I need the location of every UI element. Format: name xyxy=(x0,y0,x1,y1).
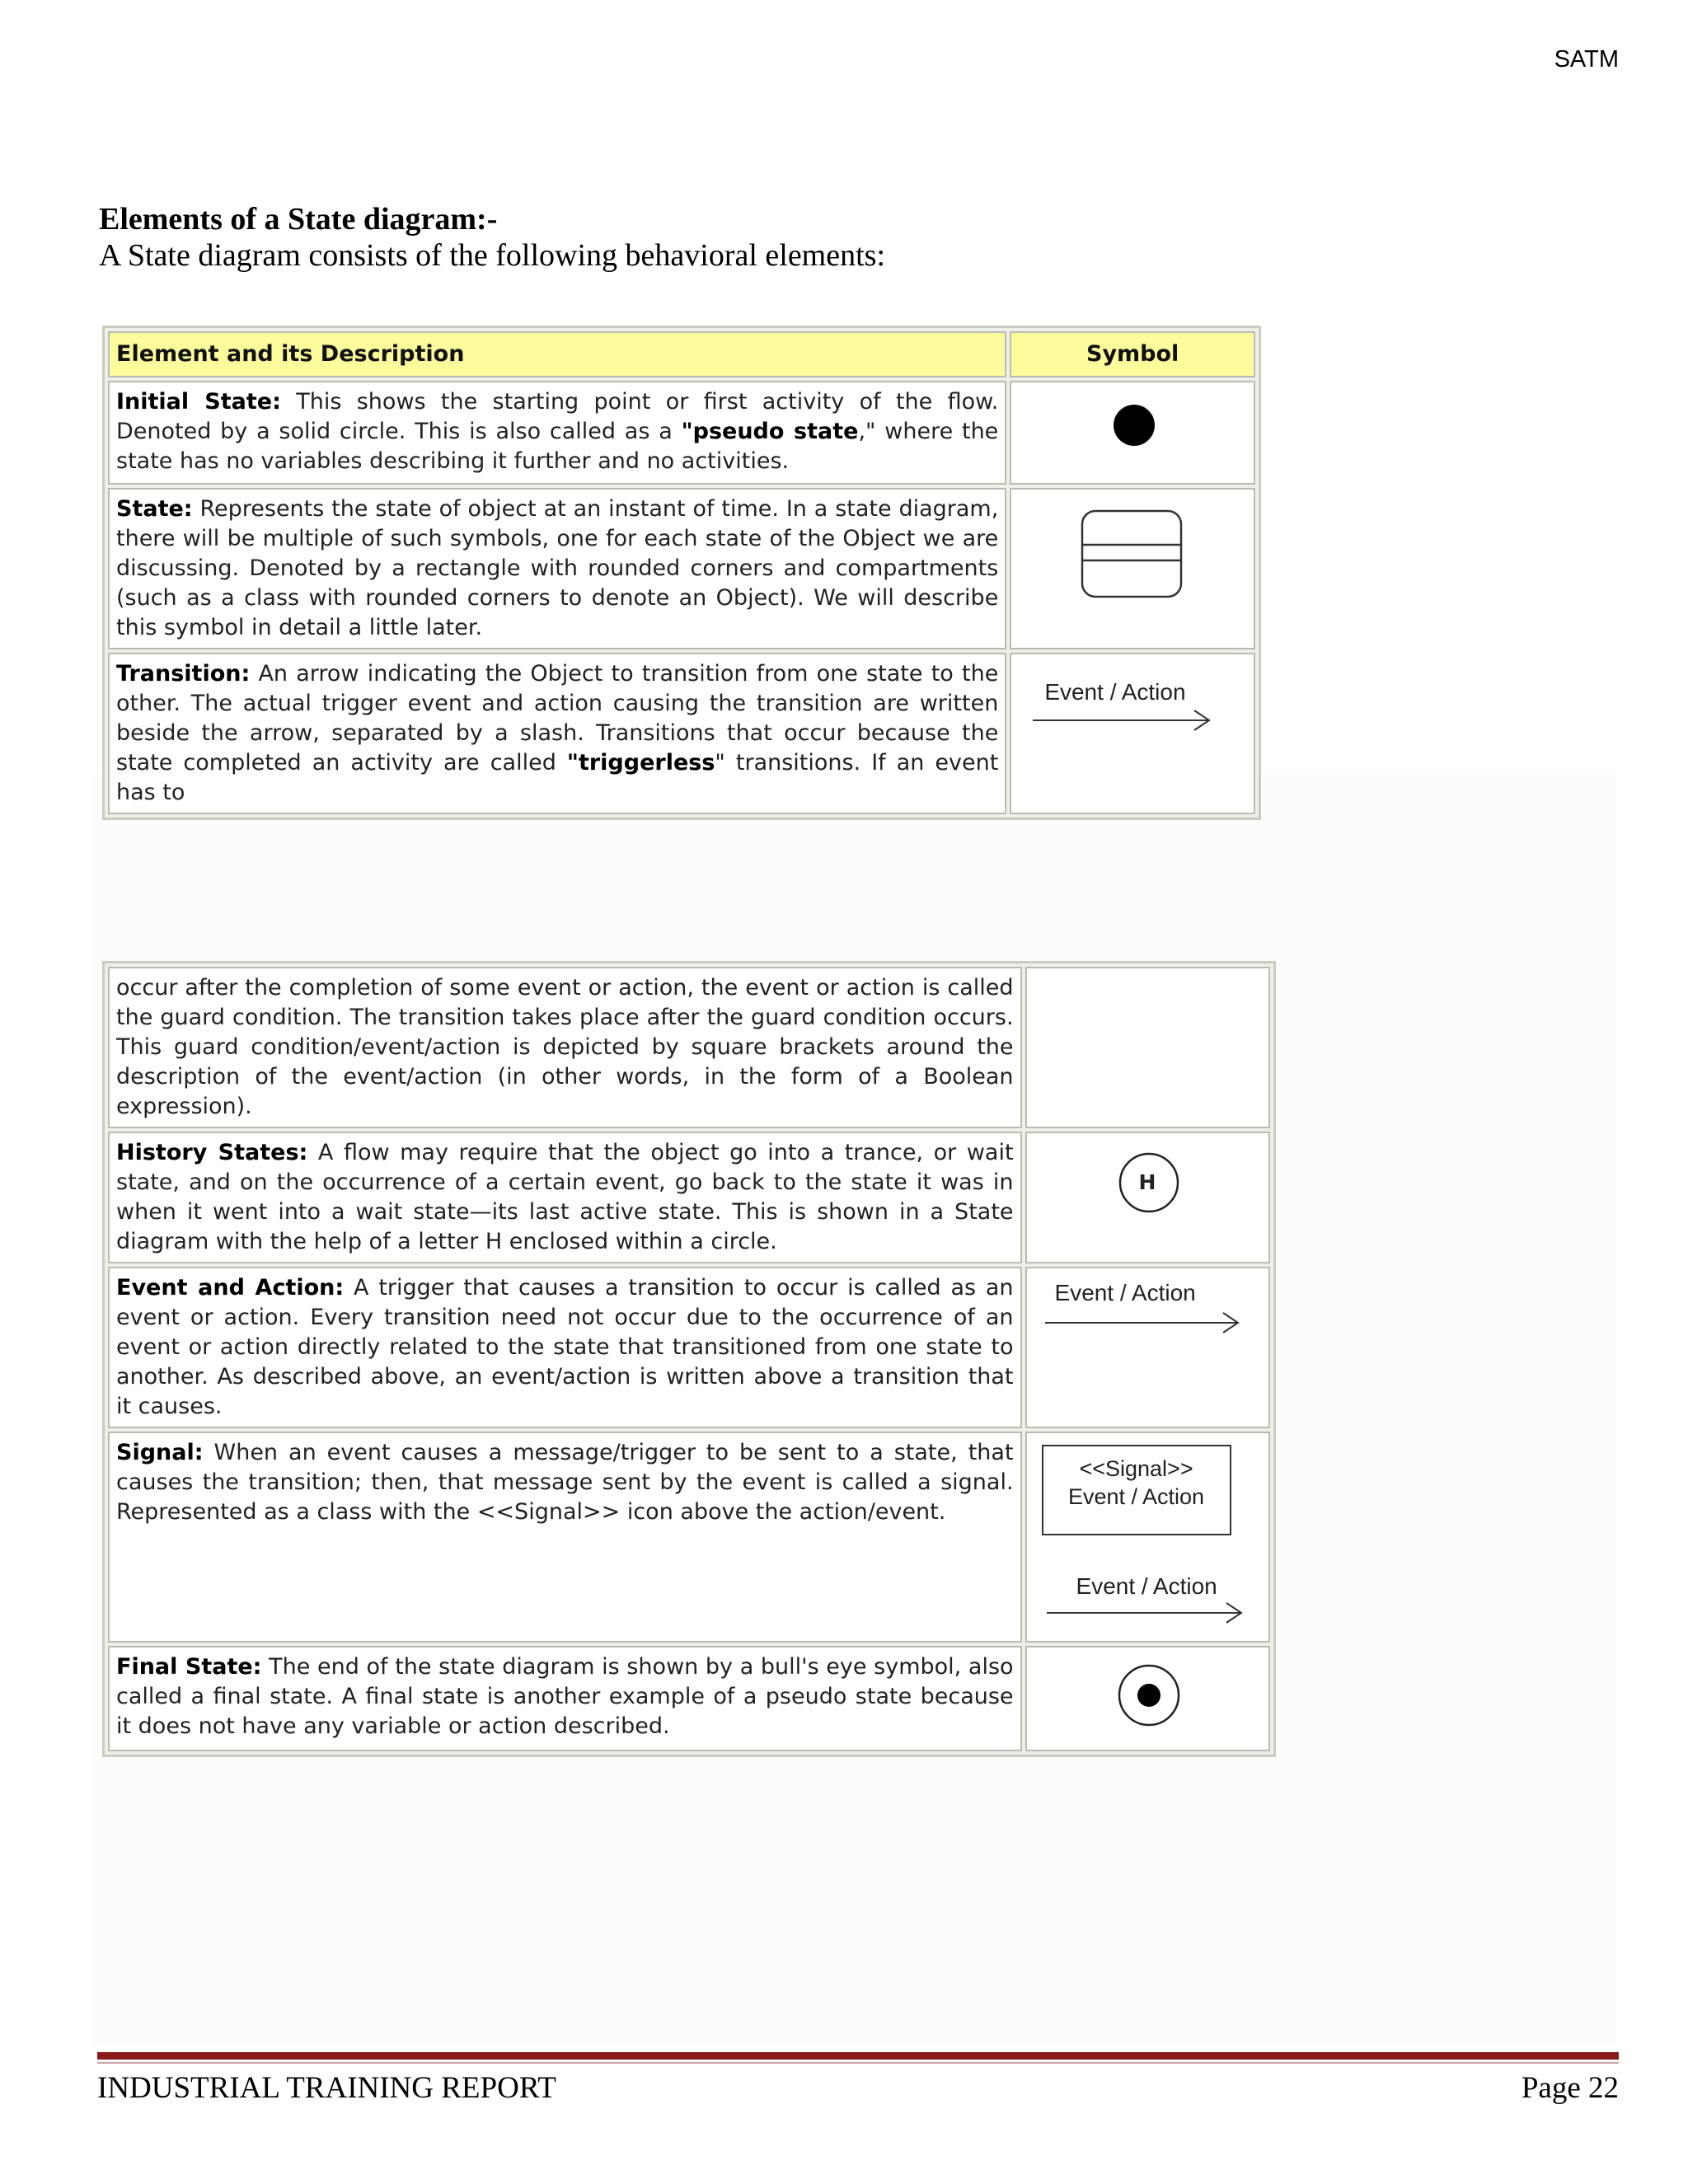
footer-page-number: Page 22 xyxy=(1521,2071,1619,2105)
description-text: An arrow indicating the Object to transition from one state to the other. The actual trigger event and action causing the transition are written beside the arrow, separated by a slash. Transitions that occur because the state completed an activity are called xyxy=(116,661,999,776)
event-action-label: Event / Action xyxy=(1044,679,1186,705)
row-description xyxy=(108,1646,1022,1751)
description-text: When an event causes a message/trigger to be sent to a state, that causes the transition; then, that message sent by the event is called a signal. Represented as a class with the <<Signal>> icon above the action/event. xyxy=(116,1440,1014,1525)
footer-rule xyxy=(97,2052,1619,2060)
bulls-eye-symbol xyxy=(1027,1647,1273,1748)
row-description xyxy=(108,381,1006,485)
header-org: SATM xyxy=(1554,46,1619,73)
footer-rule-thin xyxy=(97,2062,1619,2064)
table-row xyxy=(108,488,1255,649)
row-description xyxy=(108,488,1006,649)
footer-report-title: INDUSTRIAL TRAINING REPORT xyxy=(97,2071,556,2105)
symbol-cell xyxy=(1025,1646,1270,1751)
row-description xyxy=(108,1267,1022,1428)
table-row xyxy=(108,1432,1270,1643)
transition-arrow-symbol xyxy=(1027,1268,1273,1425)
bold-term: "pseudo state xyxy=(681,419,859,444)
event-action-label: Event / Action xyxy=(1054,1280,1196,1305)
column-header-symbol: Symbol xyxy=(1010,331,1255,377)
symbol-cell xyxy=(1010,653,1255,814)
symbol-cell-empty xyxy=(1025,967,1270,1128)
element-name: Transition: xyxy=(116,661,251,687)
element-name: Final State: xyxy=(116,1654,262,1680)
history-circle-symbol xyxy=(1027,1133,1273,1262)
row-description xyxy=(108,653,1006,814)
transition-arrow-symbol xyxy=(1027,1433,1273,1641)
row-description xyxy=(108,1432,1022,1643)
symbol-cell xyxy=(1025,1267,1270,1428)
symbol-cell xyxy=(1010,381,1255,485)
transition-arrow-symbol xyxy=(1011,654,1257,778)
row-description xyxy=(108,1132,1022,1263)
row-description xyxy=(108,967,1022,1128)
element-name: Event and Action: xyxy=(116,1275,345,1301)
description-text: occur after the completion of some event or action, the event or action is called the guard condition. The transition takes place after the guard condition occurs. This guard condition/event/action is depicted by square brackets around the description of the event/action (in other words, in the form of a Boolean expression). xyxy=(116,975,1014,1119)
description-text: A trigger that causes a transition to occur is called as an event or action. Every transition need not occur due to the occurrence of an event or action directly related to the state that transitioned from one state to another. As described above, an event/action is written above a transition that it causes. xyxy=(116,1275,1014,1419)
description-text: Represents the state of object at an instant of time. In a state diagram, there will be multiple of such symbols, one for each state of the Object we are discussing. Denoted by a rectangle with rounded corners and compartments (such as a class with rounded corners to denote an Object). We will describe this symbol in detail a little later. xyxy=(116,496,999,640)
history-letter: H xyxy=(1138,1170,1156,1194)
description-text: A flow may require that the object go into a trance, or wait state, and on the occurrence of a certain event, go back to the state it was in when it went into a wait state—its last active state. This is shown in a State diagram with the help of a letter H enclosed within a circle. xyxy=(116,1140,1014,1254)
state-elements-table-1 xyxy=(102,326,1261,820)
table-row xyxy=(108,653,1255,814)
table-row xyxy=(108,1267,1270,1428)
table-row xyxy=(108,1132,1270,1263)
filled-circle-symbol xyxy=(1011,382,1257,480)
rounded-state-box-symbol xyxy=(1011,490,1257,646)
section-subtitle: A State diagram consists of the following behavioral elements: xyxy=(99,238,886,273)
symbol-cell xyxy=(1010,488,1255,649)
state-elements-table-2 xyxy=(102,961,1276,1757)
symbol-cell xyxy=(1025,1432,1270,1643)
element-name: State: xyxy=(116,496,193,522)
element-name: Signal: xyxy=(116,1440,204,1465)
column-header-description: Element and its Description xyxy=(108,331,1006,377)
table-row xyxy=(108,381,1255,485)
table-row xyxy=(108,1646,1270,1751)
description-text: ," where the state has no variables describing it further and no activities. xyxy=(116,419,999,474)
element-name: Initial State: xyxy=(116,389,281,415)
description-text: This shows the starting point or first activity of the flow. Denoted by a solid circle. This is also called as a xyxy=(116,389,999,444)
table-row xyxy=(108,967,1270,1128)
section-title: Elements of a State diagram:- xyxy=(99,202,498,237)
description-text: " transitions. If an event has to xyxy=(116,750,999,805)
description-text: The end of the state diagram is shown by a bull's eye symbol, also called a final state. A final state is another example of a pseudo state because it does not have any variable or action described. xyxy=(116,1654,1014,1739)
bold-term: "triggerless xyxy=(566,750,715,776)
event-action-label: Event / Action xyxy=(1076,1573,1217,1599)
signal-event-action: Event / Action xyxy=(1067,1484,1205,1509)
element-name: History States: xyxy=(116,1140,308,1165)
table-header-row xyxy=(108,331,1255,377)
symbol-cell xyxy=(1025,1132,1270,1263)
signal-stereotype: <<Signal>> xyxy=(1079,1456,1193,1481)
